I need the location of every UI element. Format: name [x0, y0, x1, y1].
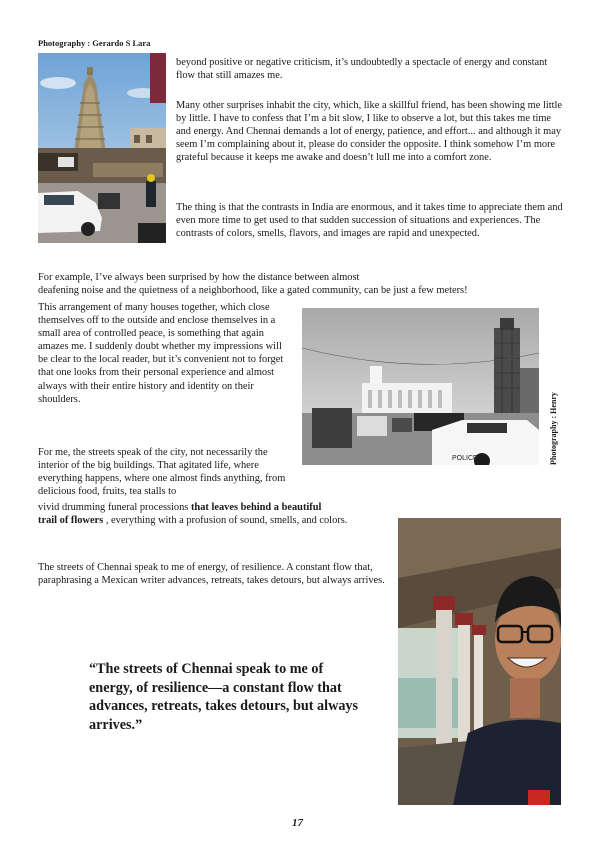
- paragraph-resilience: The streets of Chennai speak to me of energy, of resilience. A constant flow that, paraphrasing a Mexican writer advances, retreats, takes detours, but always arrives.: [38, 562, 385, 587]
- photo-credit-side: Photography : Henry: [549, 392, 558, 465]
- svg-text:POLICE: POLICE: [452, 455, 478, 462]
- paragraph-contrasts: The thing is that the contrasts in India are enormous, and it takes time to appreciate them and even more time to get used to that sudden succession of situations and experiences. The contrasts of colors, smells, flavors, and images are rapid and unexpected.: [176, 202, 563, 240]
- bold-phrase-1: that leaves behind a beautiful: [190, 502, 322, 513]
- paragraph-energy-flow: beyond positive or negative criticism, it’s undoubtedly a spectacle of energy and constant flow that still amazes me.: [176, 57, 548, 82]
- paragraph-distance-line2: deafening noise and the quietness of a neighborhood, like a gated community, can be just a few meters!: [38, 285, 468, 296]
- selfie-temple-photo: [398, 518, 561, 805]
- paragraph-streets-city: For me, the streets speak of the city, not necessarily the interior of the big buildings. That agitated life, where everything happens, where one almost finds anything, from delicious food, fruits, tea stalls to: [38, 447, 286, 498]
- page-number: 17: [292, 817, 303, 829]
- temple-street-photo: [38, 53, 166, 243]
- paragraph-distance-line1: For example, I’ve always been surprised by how the distance between almost: [38, 272, 360, 283]
- pull-quote: “The streets of Chennai speak to me of energy, of resilience—a constant flow that advances, retreats, takes detours, but always arrives.”: [89, 661, 359, 733]
- paragraph-funeral-processions: [38, 501, 388, 527]
- chennai-street-bw-photo: [302, 308, 539, 465]
- funeral-text: vivid drumming funeral processions: [38, 502, 191, 513]
- bold-phrase-2: trail of flowers: [38, 515, 104, 527]
- paragraph-surprises: Many other surprises inhabit the city, which, like a skillful friend, has been showing me little by little. I have to confess that I’m a bit slow, I like to observe a lot, but this takes me time and energy. And Chennai demands a lot of energy, patience, and effort... and although it may seem I’m complaining about it, please do consider the opposite. I think somehow I’m more grateful because it keeps me awake and doesn’t lull me into a comfort zone.: [176, 100, 563, 164]
- paragraph-houses: This arrangement of many houses together, which close themselves off to the outside and enclose themselves in a small area of controlled peace, is something that again amazes me. I suddenly doubt whether my impressions will be clear to the local reader, but it’s convenient not to forget that one looks from their personal experience and almost always with their entire history and identity on their shoulders.: [38, 302, 284, 405]
- profusion-text: , everything with a profusion of sound, smells, and colors.: [103, 515, 348, 527]
- photo-credit-top: Photography : Gerardo S Lara: [38, 38, 151, 48]
